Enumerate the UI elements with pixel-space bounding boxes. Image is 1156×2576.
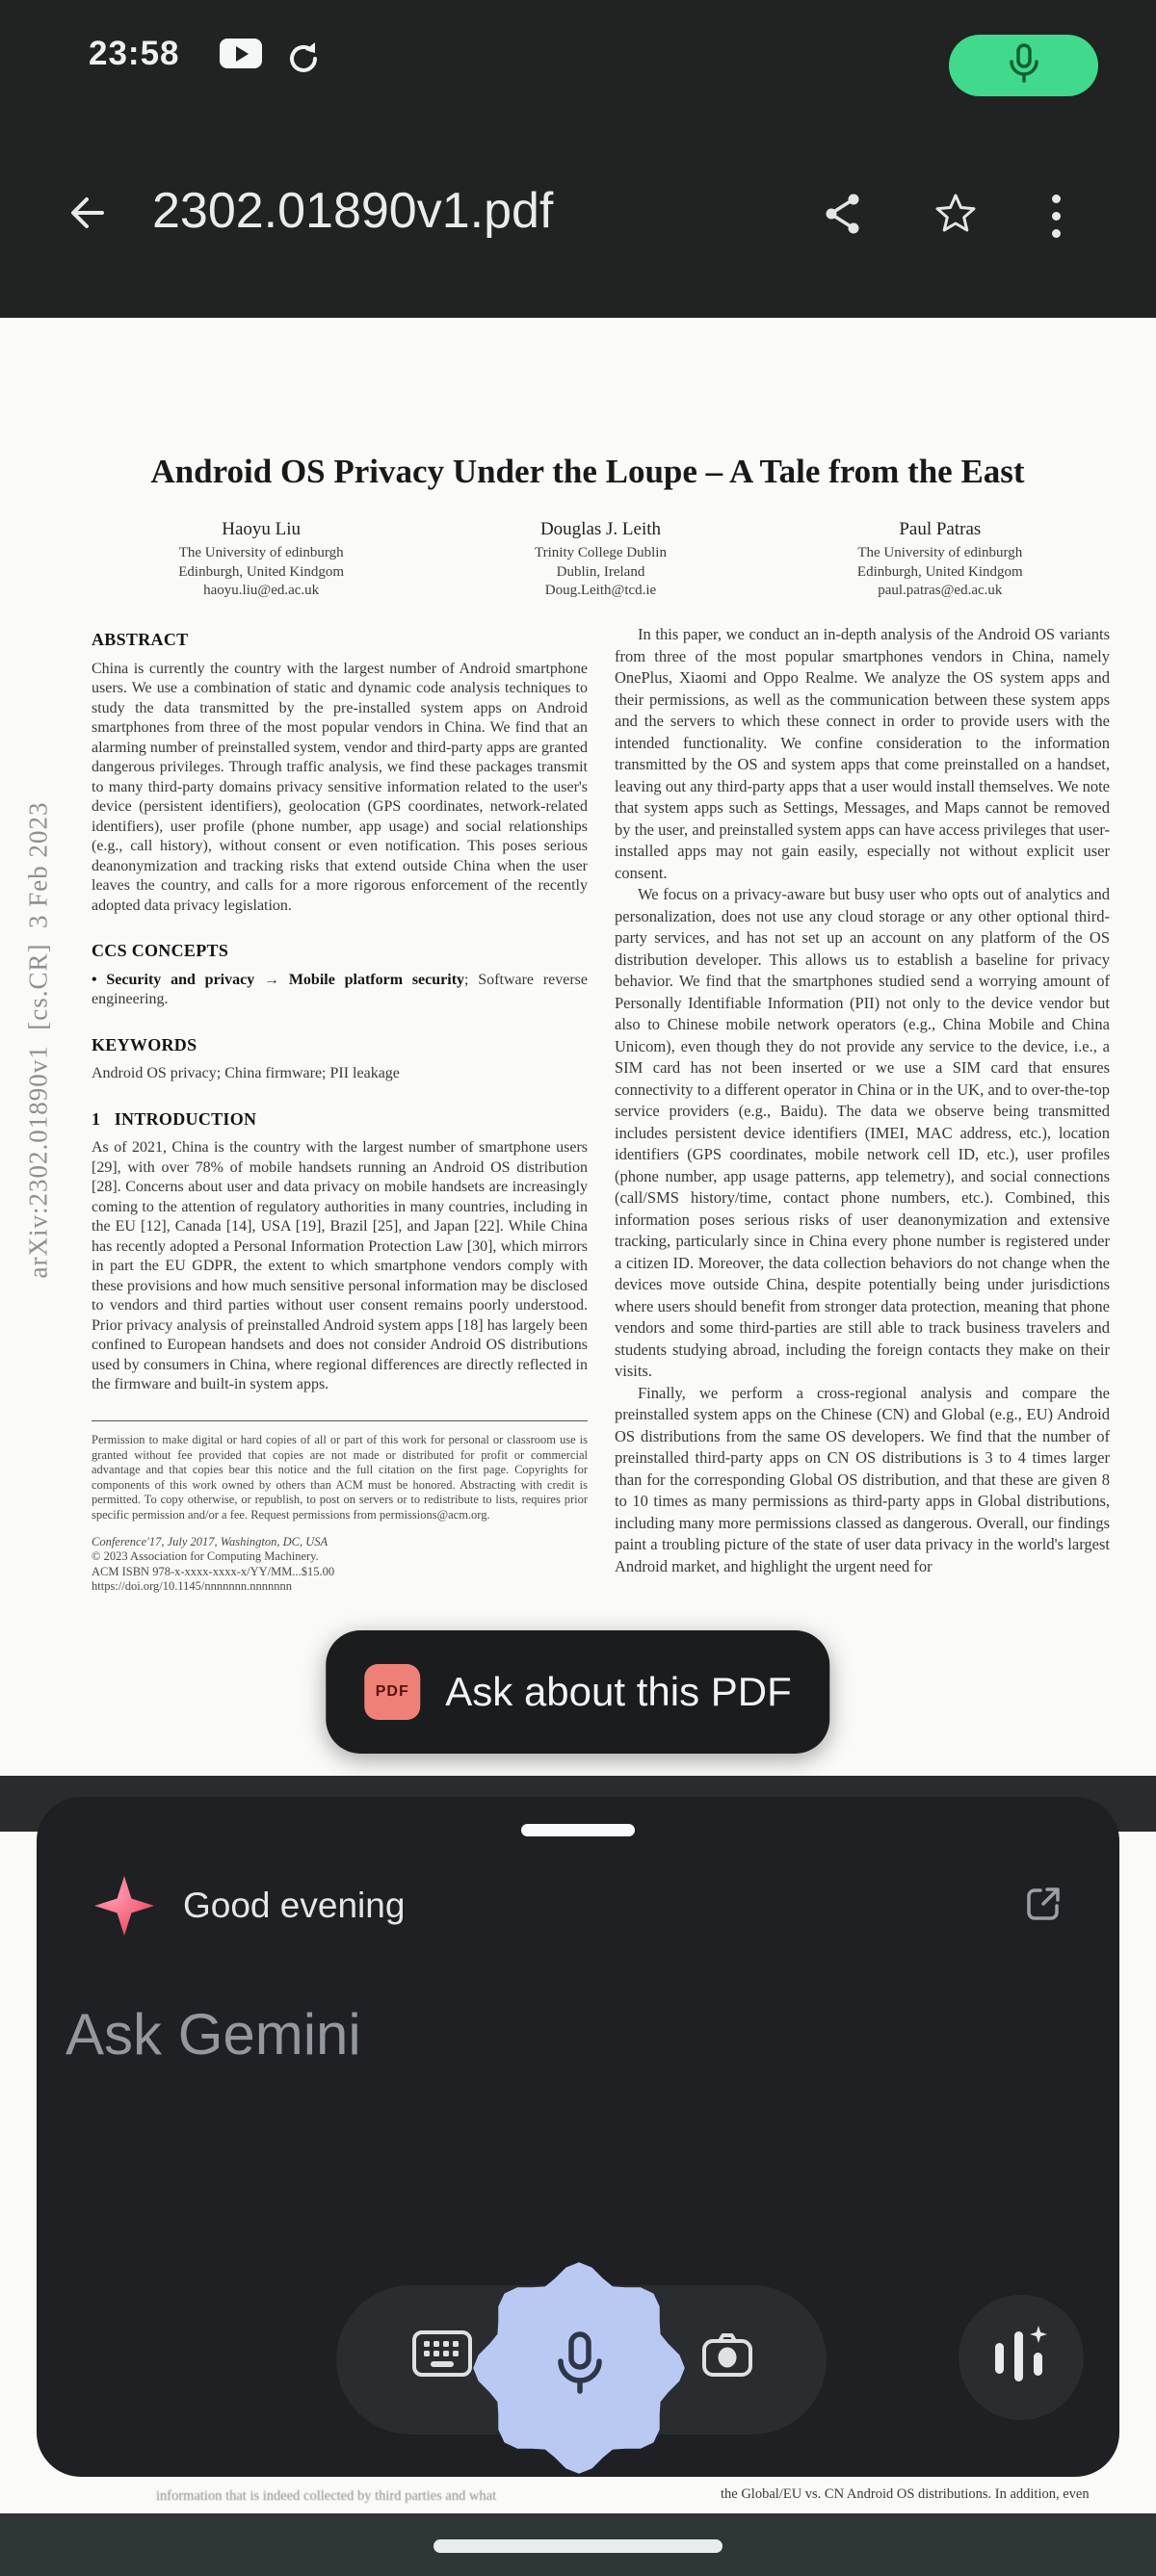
footnote-doi: https://doi.org/10.1145/nnnnnnn.nnnnnnn	[92, 1579, 292, 1593]
status-bar	[0, 0, 1156, 106]
clipped-text-right: the Global/EU vs. CN Android OS distributions. In addition, even	[721, 2486, 1090, 2502]
ccs-bullet: •	[92, 971, 97, 988]
introduction-text: As of 2021, China is the country with the largest number of smartphone users [29], with over 78% of mobile handsets running an Android OS distribution [28]. Concerns about user and data privacy on mobile handsets are increasingly coming to the attention of regulatory authorities in many countries, including in the EU [12], Canada [14], USA [19], Brazil [25], and Japan [22]. While China has recently adopted a Personal Information Protection Law [30], which mirrors in part the EU GDPR, the extent to which smartphone vendors comply with these provisions and how much sensitive personal information may be disclosed to vendors and third parties without user consent remains poorly understood. Prior privacy analysis of preinstalled Android system apps [18] has largely been confined to European handsets and does not consider Android OS distributions used by consumers in China, where regional differences are directly reflected in the firmware and built-in system apps.	[92, 1139, 588, 1392]
author-location: Edinburgh, United Kindgom	[178, 563, 345, 580]
paper-columns	[92, 624, 1110, 1595]
author-name: Douglas J. Leith	[539, 519, 662, 539]
voice-settings-button[interactable]	[959, 2295, 1084, 2420]
gemini-sparkle-icon	[94, 1876, 154, 1936]
keywords-heading: KEYWORDS	[92, 1034, 197, 1054]
author-location: Dublin, Ireland	[556, 563, 645, 580]
author-name: Haoyu Liu	[222, 519, 302, 539]
pdf-file-icon: PDF	[364, 1664, 420, 1720]
author-affiliation: Trinity College Dublin	[535, 545, 667, 561]
pdf-viewer-app-bar	[0, 106, 1156, 318]
share-button[interactable]	[821, 191, 865, 242]
keywords-text: Android OS privacy; China firmware; PII leakage	[92, 1065, 400, 1081]
ccs-tail: ; Software reverse engineering.	[92, 971, 589, 1007]
back-button[interactable]	[62, 191, 106, 235]
ask-about-pdf-label: Ask about this PDF	[445, 1669, 792, 1714]
mic-icon	[1006, 42, 1042, 90]
author-3	[771, 518, 1110, 600]
right-column	[615, 624, 1110, 1595]
author-name: Paul Patras	[899, 519, 982, 539]
left-column	[92, 624, 588, 1595]
ask-gemini-prompt: Ask Gemini	[66, 2002, 361, 2067]
voice-mic-icon	[541, 2325, 618, 2402]
author-email: haoyu.liu@ed.ac.uk	[203, 582, 320, 598]
ask-about-pdf-chip[interactable]	[326, 1630, 829, 1754]
gemini-bottom-sheet	[37, 1797, 1119, 2477]
ccs-concept-2: Mobile platform security	[288, 971, 465, 988]
abstract-heading: ABSTRACT	[92, 630, 189, 649]
author-location: Edinburgh, United Kindgom	[856, 563, 1023, 580]
equalizer-icon	[987, 2324, 1055, 2391]
clipped-text-left: information that is indeed collected by third parties and what	[156, 2488, 497, 2504]
footnote-conference: Conference'17, July 2017, Washington, DC, USA	[92, 1534, 328, 1548]
arxiv-sidebar-label: arXiv:2302.01890v1 [cs.CR] 3 Feb 2023	[23, 801, 53, 1279]
greeting-text: Good evening	[183, 1886, 406, 1925]
section-title: INTRODUCTION	[114, 1108, 257, 1129]
sync-notification-icon	[285, 39, 320, 78]
section-number: 1	[92, 1108, 101, 1129]
author-affiliation: The University of edinburgh	[857, 545, 1023, 561]
author-email: paul.patras@ed.ac.uk	[878, 582, 1003, 598]
document-title: 2302.01890v1.pdf	[152, 183, 554, 239]
ccs-heading: CCS CONCEPTS	[92, 941, 229, 960]
ccs-arrow: →	[264, 971, 280, 988]
ccs-text	[92, 971, 588, 1010]
home-gesture-pill[interactable]	[434, 2539, 722, 2553]
author-affiliation: The University of edinburgh	[178, 545, 344, 561]
footnote-copyright: © 2023 Association for Computing Machinery.	[92, 1549, 319, 1563]
mic-in-use-indicator[interactable]	[949, 35, 1098, 96]
open-in-new-button[interactable]	[1021, 1882, 1065, 1931]
footnote-permission: Permission to make digital or hard copies of all or part of this work for personal or classroom use is granted without fee provided that copies are not made or distributed for profit or commercial advantage and that copies bear this notice and the full citation on the first page. Copyrights for components of this work owned by others than ACM must be honored. Abstracting with credit is permitted. To copy otherwise, or republish, to post on servers or to redistribute to lists, requires prior specific permission and/or a fee. Request permissions from permissions@acm.org.	[92, 1433, 588, 1522]
author-email: Doug.Leith@tcd.ie	[544, 582, 657, 598]
camera-button[interactable]	[699, 2331, 755, 2384]
next-page-text-fragment	[0, 2485, 1156, 2513]
youtube-notification-icon	[220, 39, 262, 68]
drag-handle[interactable]	[521, 1824, 635, 1836]
body-paragraph: In this paper, we conduct an in-depth analysis of the Android OS variants from three of the most popular smartphones vendors in China, namely OnePlus, Xiaomi and Oppo Realme. We analyze the OS system apps and their permissions, as well as the communication between these system apps and the servers to which these connect in order to provide users with the intended functionality. We confine consideration to the information transmitted by the OS and system apps that come preinstalled on a handset, leaving out any third-party apps that a user would install themselves. We note that system apps such as Settings, Messages, and Maps cannot be removed by the user, and preinstalled system apps can have access privileges that user-installed apps may not gain easily, especially not without explicit user consent.	[615, 625, 1110, 882]
author-1	[92, 518, 431, 600]
introduction-heading	[92, 1109, 588, 1130]
gesture-navigation-bar	[0, 2513, 1156, 2576]
body-paragraph: We focus on a privacy-aware but busy user who opts out of analytics and personalization, does not use any cloud storage or any other optional third-party services, and has not set up an account on any platform of the OS distribution developer. This allows us to establish a baseline for privacy behavior. We find that the smartphones studied send a worrying amount of Personally Identifiable Information (PII) not only to the device vendor but also to Chinese mobile network operators (e.g., China Mobile and China Unicom), even though they do not provide any service to the device, i.e., a SIM card has not been inserted or we use a SIM card that ensures connectivity to a different operator in China or in the UK, and to over-the-top service providers (e.g., Baidu). The data we observe being transmitted includes persistent device identifiers (IMEI, MAC address, etc.), location identifiers (GPS coordinates, mobile network cell ID, etc.), user profiles (phone number, app usage patterns, app telemetry), and social connections (call/SMS history/time, contact phone numbers, etc.). Combined, this information poses serious risks of user deanonymization and extensive tracking, particularly since in China every phone number is registered under a citizen ID. Moreover, the data collection behaviors do not change when the devices move outside China, despite potentially being under jurisdictions where users should benefit from stronger data protection, meaning that phone vendors and some third-parties are still able to track business travelers and students studying abroad, including the foreign contacts they make on their visits.	[615, 885, 1110, 1380]
body-paragraph: Finally, we perform a cross-regional analysis and compare the preinstalled system apps on the Chinese (CN) and Global (e.g., EU) Android OS distributions from the same OS developers. We find that the number of preinstalled third-party apps on CN OS distributions is 3 to 4 times larger than for the corresponding Global OS distribution, and that these are given 8 to 10 times as many permissions as third-party apps in Global distributions, including many more permissions classed as dangerous. Overall, our findings paint a troubling picture of the state of user data privacy in the world's largest Android market, and highlight the urgent need for	[615, 1383, 1110, 1575]
footnote-isbn: ACM ISBN 978-x-xxxx-xxxx-x/YY/MM...$15.00	[92, 1564, 335, 1578]
overflow-menu-button[interactable]	[1052, 195, 1061, 238]
clock: 23:58	[89, 35, 180, 72]
paper-title: Android OS Privacy Under the Loupe – A Tale from the East	[150, 453, 1025, 490]
abstract-text: China is currently the country with the largest number of Android smartphone users. We use a combination of static and dynamic code analysis techniques to study the data transmitted by the pre-installed system apps on Android smartphones from three of the most popular vendors in China. We find that an alarming number of preinstalled system, vendor and third-party apps are granted dangerous privileges. Through traffic analysis, we find these packages transmit to many third-party domains privacy sensitive information related to the user's device (persistent identifiers), geolocation (GPS coordinates, network-related identifiers), user profile (phone number, app usage) and social relationships (e.g., call history), without consent or even notification. This poses serious deanonymization and tracking risks that extend outside China when the user leaves the country, and calls for a more rigorous enforcement of the recently adopted data privacy legislation.	[92, 660, 588, 914]
favorite-star-button[interactable]	[933, 191, 979, 242]
ccs-concept-1: Security and privacy	[106, 971, 255, 988]
gemini-header	[94, 1872, 1065, 1939]
author-2	[431, 518, 770, 600]
keyboard-button[interactable]	[411, 2329, 473, 2382]
footnote-divider	[92, 1420, 588, 1421]
author-block	[92, 518, 1110, 600]
